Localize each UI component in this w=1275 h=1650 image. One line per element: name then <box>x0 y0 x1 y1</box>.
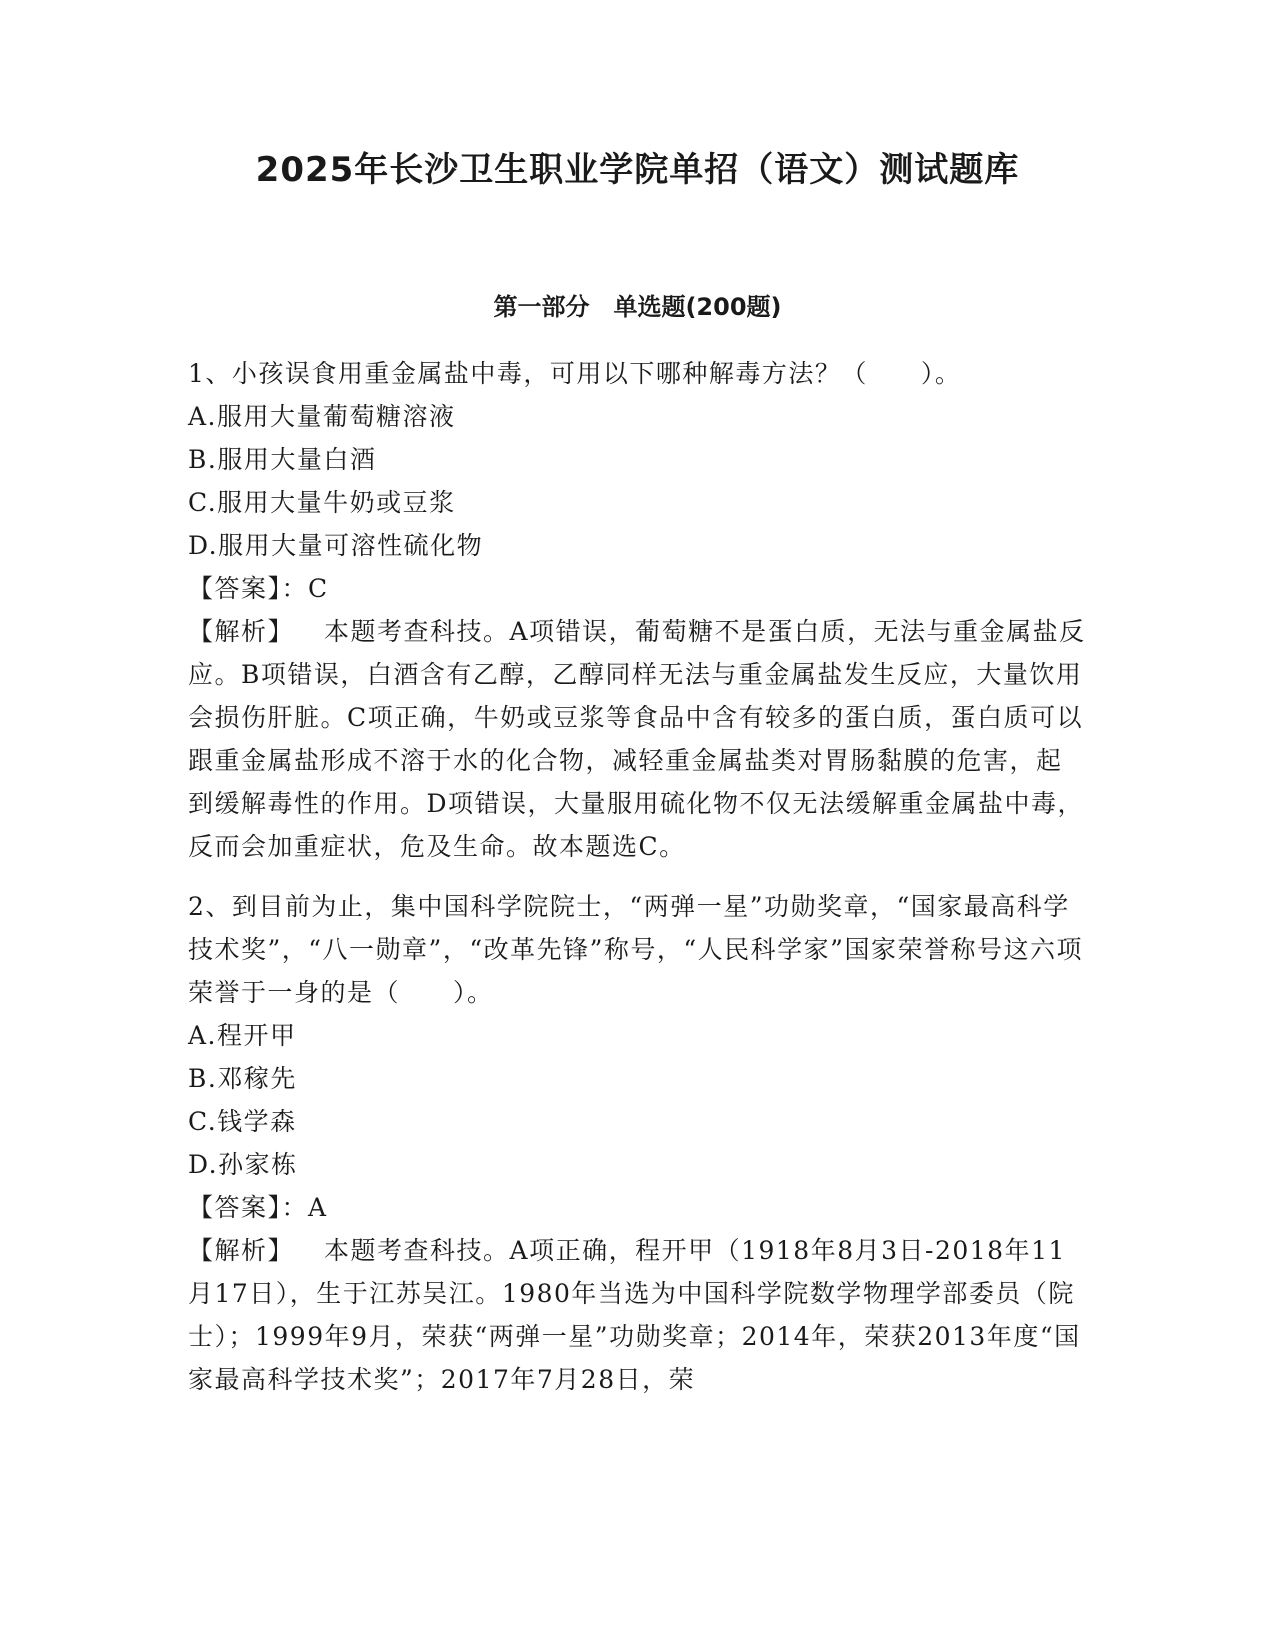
question-item <box>188 885 1088 1401</box>
answer-label: 【答案】： <box>188 1193 309 1222</box>
analysis-text: 本题考查科技。A项错误，葡萄糖不是蛋白质，无法与重金属盐反应。B项错误，白酒含有乙醇，乙醇同样无法与重金属盐发生反应，大量饮用会损伤肝脏。C项正确，牛奶或豆浆等食品中含有较多的蛋白质，蛋白质可以跟重金属盐形成不溶于水的化合物，减轻重金属盐类对胃肠黏膜的危害，起到缓解毒性的作用。D项错误，大量服用硫化物不仅无法缓解重金属盐中毒，反而会加重症状，危及生命。故本题选C。 <box>188 617 1086 861</box>
question-stem: 1、小孩误食用重金属盐中毒，可用以下哪种解毒方法？（ ）。 <box>188 359 962 388</box>
option-b: B.服用大量白酒 <box>188 445 377 474</box>
analysis-label: 【解析】 <box>188 1236 295 1265</box>
analysis-label: 【解析】 <box>188 617 295 646</box>
option-a: A.程开甲 <box>188 1021 297 1050</box>
answer-value: C <box>308 574 329 603</box>
option-d: D.服用大量可溶性硫化物 <box>188 531 484 560</box>
answer-line <box>188 1186 1088 1229</box>
answer-value: A <box>308 1193 328 1222</box>
analysis-paragraph <box>188 1229 1088 1401</box>
question-item <box>188 352 1088 868</box>
analysis-text: 本题考查科技。A项正确，程开甲（1918年8月3日-2018年11月17日），生于江苏吴江。1980年当选为中国科学院数学物理学部委员（院士）；1999年9月，荣获“两弹一星”功勋奖章；2014年，荣获2013年度“国家最高科学技术奖”；2017年7月28日，荣 <box>188 1236 1081 1394</box>
question-list <box>188 352 1088 1401</box>
option-d: D.孙家栋 <box>188 1150 298 1179</box>
question-stem: 2、到目前为止，集中国科学院院士，“两弹一星”功勋奖章，“国家最高科学技术奖”，“八一勋章”，“改革先锋”称号，“人民科学家”国家荣誉称号这六项荣誉于一身的是（ ）。 <box>188 892 1083 1007</box>
document-title: 2025年长沙卫生职业学院单招（语文）测试题库 <box>255 150 1020 190</box>
answer-line <box>188 567 1088 610</box>
analysis-paragraph <box>188 610 1088 868</box>
option-b: B.邓稼先 <box>188 1064 297 1093</box>
option-c: C.钱学森 <box>188 1107 297 1136</box>
option-c: C.服用大量牛奶或豆浆 <box>188 488 456 517</box>
option-a: A.服用大量葡萄糖溶液 <box>188 402 456 431</box>
answer-label: 【答案】： <box>188 574 309 603</box>
section-title: 第一部分 单选题(200题) <box>493 293 782 321</box>
